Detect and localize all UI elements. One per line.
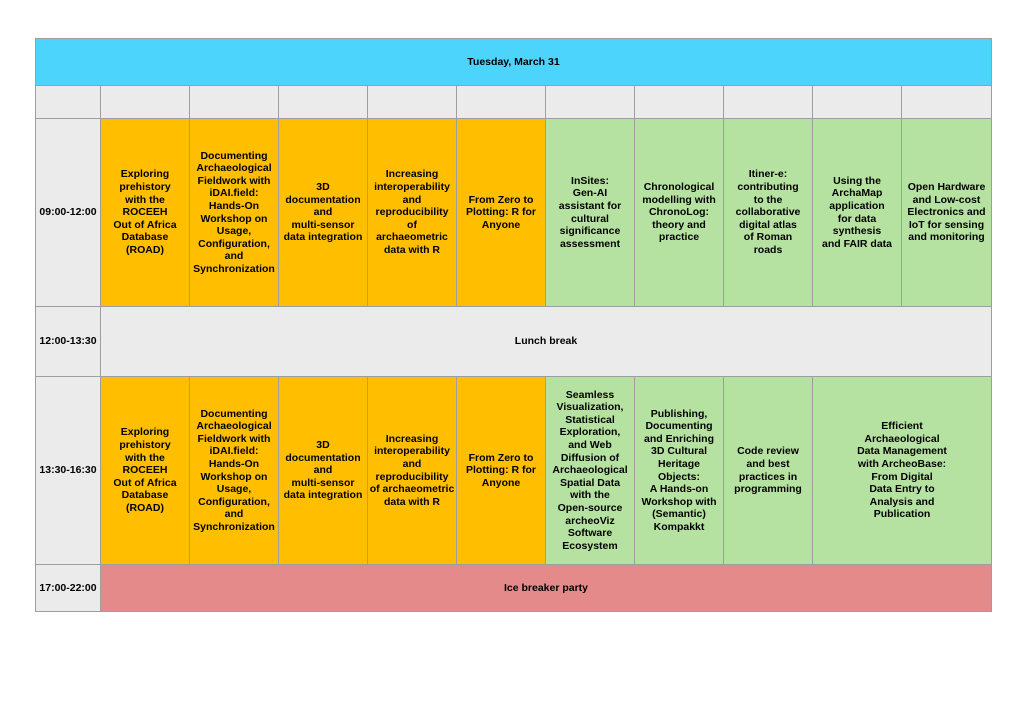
session-cell: InSites: Gen-AI assistant for cultural significance assessment [546, 119, 635, 307]
ice-breaker-party: Ice breaker party [101, 565, 992, 612]
session-cell: Itiner-e: contributing to the collaborative digital atlas of Roman roads [724, 119, 813, 307]
session-cell: Increasing interoperability and reproducibility of archaeometric data with R [368, 377, 457, 565]
time-label: 12:00-13:30 [36, 307, 101, 377]
morning-row [36, 119, 992, 307]
time-label: 17:00-22:00 [36, 565, 101, 612]
session-cell: 3D documentation and multi-sensor data integration [279, 377, 368, 565]
session-cell: Open Hardware and Low-cost Electronics and IoT for sensing and monitoring [902, 119, 992, 307]
session-cell: Chronological modelling with ChronoLog: theory and practice [635, 119, 724, 307]
schedule-table [35, 38, 992, 612]
session-cell: From Zero to Plotting: R for Anyone [457, 377, 546, 565]
lunch-break: Lunch break [101, 307, 992, 377]
session-cell: Code review and best practices in programming [724, 377, 813, 565]
session-cell: Exploring prehistory with the ROCEEH Out of Africa Database (ROAD) [101, 119, 190, 307]
session-cell: Using the ArchaMap application for data synthesis and FAIR data [813, 119, 902, 307]
session-cell: Seamless Visualization, Statistical Exploration, and Web Diffusion of Archaeological Spatial Data with the Open-source archeoViz Software Ecosystem [546, 377, 635, 565]
time-label: 13:30-16:30 [36, 377, 101, 565]
time-label: 09:00-12:00 [36, 119, 101, 307]
session-cell: 3D documentation and multi-sensor data integration [279, 119, 368, 307]
day-title: Tuesday, March 31 [36, 39, 992, 86]
lunch-row [36, 307, 992, 377]
blank-row [36, 86, 992, 119]
evening-row [36, 565, 992, 612]
session-cell: Increasing interoperability and reproducibility of archaeometric data with R [368, 119, 457, 307]
session-cell: Documenting Archaeological Fieldwork with iDAI.field: Hands-On Workshop on Usage, Configuration, and Synchronization [190, 119, 279, 307]
session-cell: Publishing, Documenting and Enriching 3D Cultural Heritage Objects: A Hands-on Workshop with (Semantic) Kompakkt [635, 377, 724, 565]
afternoon-row [36, 377, 992, 565]
session-cell: Efficient Archaeological Data Management with ArcheoBase: From Digital Data Entry to Analysis and Publication [813, 377, 992, 565]
session-cell: From Zero to Plotting: R for Anyone [457, 119, 546, 307]
session-cell: Exploring prehistory with the ROCEEH Out of Africa Database (ROAD) [101, 377, 190, 565]
session-cell: Documenting Archaeological Fieldwork with iDAI.field: Hands-On Workshop on Usage, Configuration, and Synchronization [190, 377, 279, 565]
